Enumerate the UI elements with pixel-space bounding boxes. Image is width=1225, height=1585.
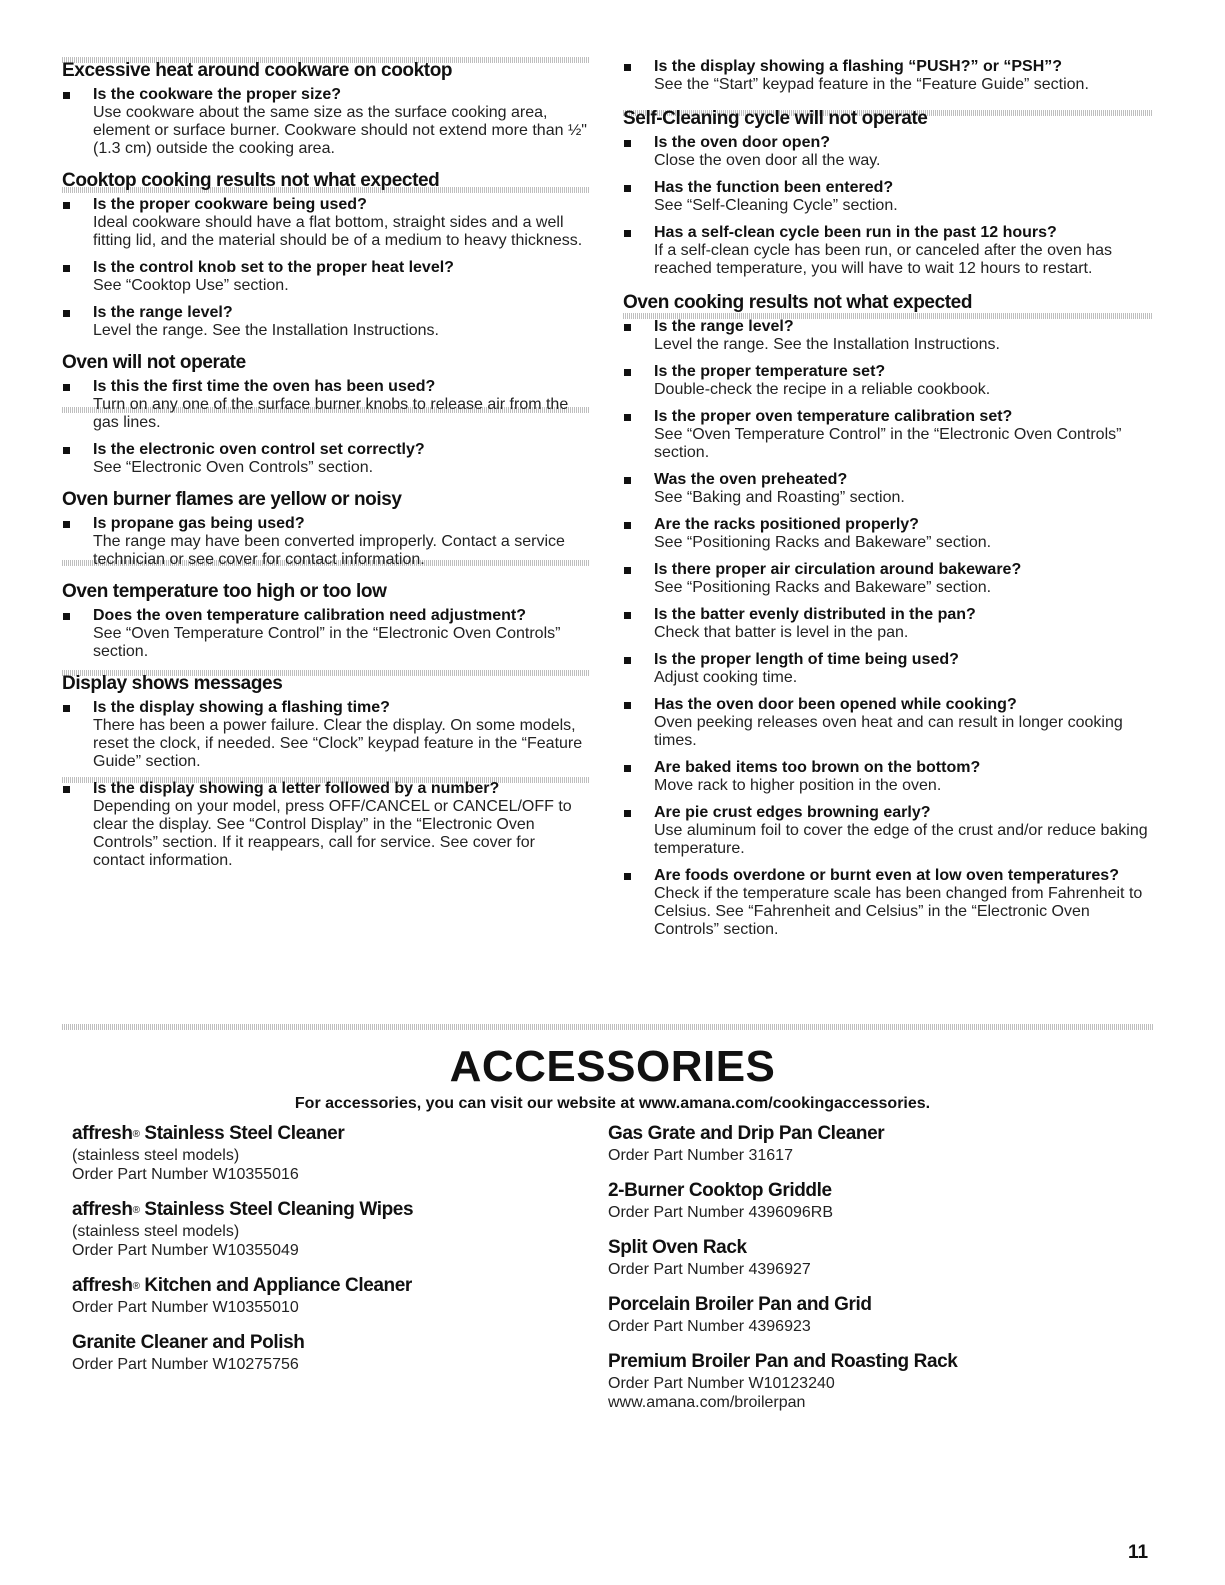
troubleshooting-item (62, 196, 590, 250)
answer-text: See the “Start” keypad feature in the “Feature Guide” section. (654, 76, 1089, 93)
answer-text: See “Oven Temperature Control” in the “Electronic Oven Controls” section. (93, 625, 561, 660)
accessory-item (72, 1122, 572, 1184)
question-text: Has the function been entered? (654, 179, 894, 196)
troubleshooting-right-column (623, 58, 1153, 948)
accessory-name (72, 1331, 572, 1355)
accessories-left-column (72, 1122, 572, 1388)
square-bullet-icon (624, 230, 631, 237)
answer-text: Oven peeking releases oven heat and can result in longer cooking times. (654, 714, 1123, 749)
troubleshooting-item (623, 561, 1153, 597)
accessory-name (608, 1350, 1168, 1374)
accessory-name (608, 1236, 1168, 1260)
square-bullet-icon (63, 310, 70, 317)
accessory-detail: (stainless steel models) (72, 1223, 240, 1240)
accessory-detail: Order Part Number W10355016 (72, 1166, 299, 1183)
troubleshooting-item (623, 318, 1153, 354)
accessory-name (608, 1179, 1168, 1203)
troubleshooting-item (62, 780, 590, 870)
square-bullet-icon (63, 447, 70, 454)
troubleshooting-item (62, 259, 590, 295)
accessory-name (608, 1122, 1168, 1146)
troubleshooting-item (623, 696, 1153, 750)
accessory-item (608, 1350, 1168, 1412)
question-text: Is the display showing a letter followed by a number? (93, 780, 500, 797)
separator (62, 1024, 1153, 1030)
answer-text: Use cookware about the same size as the surface cooking area, element or surface burner. Cookware should not extend more than ½" (1.3 cm) outside the cooking area. (93, 104, 587, 157)
product-name: Split Oven Rack (608, 1237, 747, 1258)
answer-text: See “Positioning Racks and Bakeware” section. (654, 579, 992, 596)
accessories-right-column (608, 1122, 1168, 1426)
troubleshooting-item (623, 179, 1153, 215)
accessories-intro: For accessories, you can visit our website at www.amana.com/cookingaccessories. (294, 1095, 931, 1112)
square-bullet-icon (624, 369, 631, 376)
registered-mark: ® (132, 1205, 140, 1216)
page-number: 11 (1128, 1542, 1149, 1563)
accessory-name (72, 1122, 572, 1146)
question-text: Is propane gas being used? (93, 515, 305, 532)
troubleshooting-section (62, 60, 590, 158)
question-text: Are the racks positioned properly? (654, 516, 919, 533)
answer-text: Check that batter is level in the pan. (654, 624, 909, 641)
troubleshooting-section (62, 673, 590, 870)
troubleshooting-item (623, 58, 1153, 94)
section-title: Oven cooking results not what expected (623, 292, 973, 313)
answer-text: Use aluminum foil to cover the edge of the crust and/or reduce baking temperature. (654, 822, 1148, 857)
troubleshooting-item (623, 408, 1153, 462)
square-bullet-icon (63, 613, 70, 620)
section-title: Excessive heat around cookware on cooktop (62, 60, 453, 81)
square-bullet-icon (624, 810, 631, 817)
answer-text: Close the oven door all the way. (654, 152, 881, 169)
accessory-detail: Order Part Number 4396923 (608, 1318, 811, 1335)
answer-text: See “Electronic Oven Controls” section. (93, 459, 374, 476)
answer-text: Level the range. See the Installation Instructions. (654, 336, 1000, 353)
square-bullet-icon (63, 384, 70, 391)
accessory-item (72, 1198, 572, 1260)
troubleshooting-section (623, 292, 1153, 939)
square-bullet-icon (624, 702, 631, 709)
troubleshooting-item (62, 304, 590, 340)
answer-text: Depending on your model, press OFF/CANCEL or CANCEL/OFF to clear the display. See “Control Display” in the “Electronic Oven Controls” section. If it reappears, call for service. See cover for contact information. (93, 798, 572, 869)
question-text: Is there proper air circulation around bakeware? (654, 561, 1022, 578)
square-bullet-icon (63, 521, 70, 528)
accessory-detail: Order Part Number W10355049 (72, 1242, 299, 1259)
answer-text: The range may have been converted improperly. Contact a service technician or see cover for contact information. (93, 533, 565, 568)
question-text: Is the display showing a flashing time? (93, 699, 390, 716)
square-bullet-icon (624, 522, 631, 529)
section-title: Cooktop cooking results not what expected (62, 170, 440, 191)
troubleshooting-item (623, 471, 1153, 507)
answer-text: Double-check the recipe in a reliable cookbook. (654, 381, 991, 398)
answer-text: Adjust cooking time. (654, 669, 798, 686)
question-text: Was the oven preheated? (654, 471, 848, 488)
troubleshooting-section (62, 352, 590, 477)
square-bullet-icon (624, 873, 631, 880)
question-text: Is the proper cookware being used? (93, 196, 367, 213)
accessories-title: ACCESSORIES (449, 1042, 776, 1091)
answer-text: See “Positioning Racks and Bakeware” section. (654, 534, 992, 551)
square-bullet-icon (624, 765, 631, 772)
accessory-item (608, 1179, 1168, 1222)
troubleshooting-section (623, 108, 1153, 278)
accessory-name (608, 1293, 1168, 1317)
question-text: Is the control knob set to the proper heat level? (93, 259, 454, 276)
question-text: Is the electronic oven control set correctly? (93, 441, 425, 458)
answer-text: Level the range. See the Installation Instructions. (93, 322, 439, 339)
registered-mark: ® (132, 1281, 140, 1292)
question-text: Is this the first time the oven has been used? (93, 378, 436, 395)
question-text: Are pie crust edges browning early? (654, 804, 931, 821)
accessory-item (72, 1274, 572, 1317)
accessory-item (608, 1236, 1168, 1279)
answer-text: Check if the temperature scale has been changed from Fahrenheit to Celsius. See “Fahrenheit and Celsius” in the “Electronic Oven Controls” section. (654, 885, 1143, 938)
accessory-item (608, 1122, 1168, 1165)
troubleshooting-item (623, 224, 1153, 278)
product-name: Porcelain Broiler Pan and Grid (608, 1294, 872, 1315)
accessory-detail: (stainless steel models) (72, 1147, 240, 1164)
answer-text: See “Oven Temperature Control” in the “Electronic Oven Controls” section. (654, 426, 1122, 461)
question-text: Has the oven door been opened while cooking? (654, 696, 1017, 713)
accessory-detail: Order Part Number W10275756 (72, 1356, 299, 1373)
square-bullet-icon (624, 657, 631, 664)
question-text: Is the display showing a flashing “PUSH?” or “PSH”? (654, 58, 1063, 75)
product-name: Stainless Steel Cleaner (144, 1123, 345, 1144)
square-bullet-icon (624, 140, 631, 147)
square-bullet-icon (624, 64, 631, 71)
section-title: Display shows messages (62, 673, 283, 694)
brand-name: affresh (72, 1199, 133, 1220)
question-text: Is the range level? (654, 318, 794, 335)
answer-text: See “Self-Cleaning Cycle” section. (654, 197, 898, 214)
question-text: Is the proper temperature set? (654, 363, 886, 380)
troubleshooting-item (623, 134, 1153, 170)
question-text: Is the range level? (93, 304, 233, 321)
question-text: Is the proper oven temperature calibration set? (654, 408, 1013, 425)
accessory-detail: Order Part Number 4396096RB (608, 1204, 833, 1221)
brand-name: affresh (72, 1275, 133, 1296)
square-bullet-icon (63, 705, 70, 712)
troubleshooting-section (62, 489, 590, 569)
square-bullet-icon (624, 567, 631, 574)
registered-mark: ® (132, 1129, 140, 1140)
section-title: Self-Cleaning cycle will not operate (623, 108, 928, 129)
accessory-detail: Order Part Number W10355010 (72, 1299, 299, 1316)
troubleshooting-item (623, 759, 1153, 795)
accessory-detail: Order Part Number 4396927 (608, 1261, 811, 1278)
square-bullet-icon (624, 185, 631, 192)
answer-text: Turn on any one of the surface burner knobs to release air from the gas lines. (93, 396, 569, 431)
troubleshooting-item (62, 607, 590, 661)
question-text: Are baked items too brown on the bottom? (654, 759, 981, 776)
accessory-detail: Order Part Number W10123240 (608, 1375, 835, 1392)
question-text: Is the cookware the proper size? (93, 86, 342, 103)
accessory-item (608, 1293, 1168, 1336)
section-title: Oven temperature too high or too low (62, 581, 387, 602)
accessory-item (72, 1331, 572, 1374)
question-text: Is the batter evenly distributed in the pan? (654, 606, 976, 623)
troubleshooting-item (62, 378, 590, 432)
answer-text: See “Baking and Roasting” section. (654, 489, 905, 506)
brand-name: affresh (72, 1123, 133, 1144)
question-text: Does the oven temperature calibration need adjustment? (93, 607, 526, 624)
troubleshooting-item (623, 606, 1153, 642)
section-title: Oven burner flames are yellow or noisy (62, 489, 402, 510)
troubleshooting-item (623, 516, 1153, 552)
question-text: Are foods overdone or burnt even at low oven temperatures? (654, 867, 1119, 884)
product-name: Gas Grate and Drip Pan Cleaner (608, 1123, 885, 1144)
troubleshooting-section (62, 581, 590, 661)
troubleshooting-item (623, 867, 1153, 939)
product-name: 2-Burner Cooktop Griddle (608, 1180, 832, 1201)
square-bullet-icon (63, 786, 70, 793)
answer-text: Move rack to higher position in the oven. (654, 777, 942, 794)
troubleshooting-item (62, 515, 590, 569)
accessory-link[interactable]: www.amana.com/broilerpan (608, 1394, 806, 1411)
answer-text: Ideal cookware should have a flat bottom, straight sides and a well fitting lid, and the material should be of a medium to heavy thickness. (93, 214, 583, 249)
troubleshooting-item (623, 651, 1153, 687)
troubleshooting-item (62, 441, 590, 477)
product-name: Premium Broiler Pan and Roasting Rack (608, 1351, 958, 1372)
accessory-name (72, 1198, 572, 1222)
troubleshooting-item (623, 804, 1153, 858)
troubleshooting-left-column (62, 60, 590, 879)
question-text: Has a self-clean cycle been run in the past 12 hours? (654, 224, 1057, 241)
question-text: Is the proper length of time being used? (654, 651, 959, 668)
square-bullet-icon (624, 612, 631, 619)
square-bullet-icon (63, 202, 70, 209)
troubleshooting-section (623, 58, 1153, 94)
square-bullet-icon (63, 92, 70, 99)
accessory-name (72, 1274, 572, 1298)
accessory-detail: Order Part Number 31617 (608, 1147, 793, 1164)
troubleshooting-item (62, 699, 590, 771)
section-title: Oven will not operate (62, 352, 246, 373)
square-bullet-icon (624, 414, 631, 421)
product-name: Granite Cleaner and Polish (72, 1332, 305, 1353)
question-text: Is the oven door open? (654, 134, 831, 151)
answer-text: If a self-clean cycle has been run, or canceled after the oven has reached temperature, you will have to wait 12 hours to restart. (654, 242, 1113, 277)
answer-text: See “Cooktop Use” section. (93, 277, 289, 294)
product-name: Kitchen and Appliance Cleaner (144, 1275, 412, 1296)
troubleshooting-section (62, 170, 590, 340)
square-bullet-icon (63, 265, 70, 272)
square-bullet-icon (624, 324, 631, 331)
troubleshooting-item (62, 86, 590, 158)
product-name: Stainless Steel Cleaning Wipes (144, 1199, 414, 1220)
troubleshooting-item (623, 363, 1153, 399)
answer-text: There has been a power failure. Clear the display. On some models, reset the clock, if needed. See “Clock” keypad feature in the “Feature Guide” section. (93, 717, 583, 770)
square-bullet-icon (624, 477, 631, 484)
